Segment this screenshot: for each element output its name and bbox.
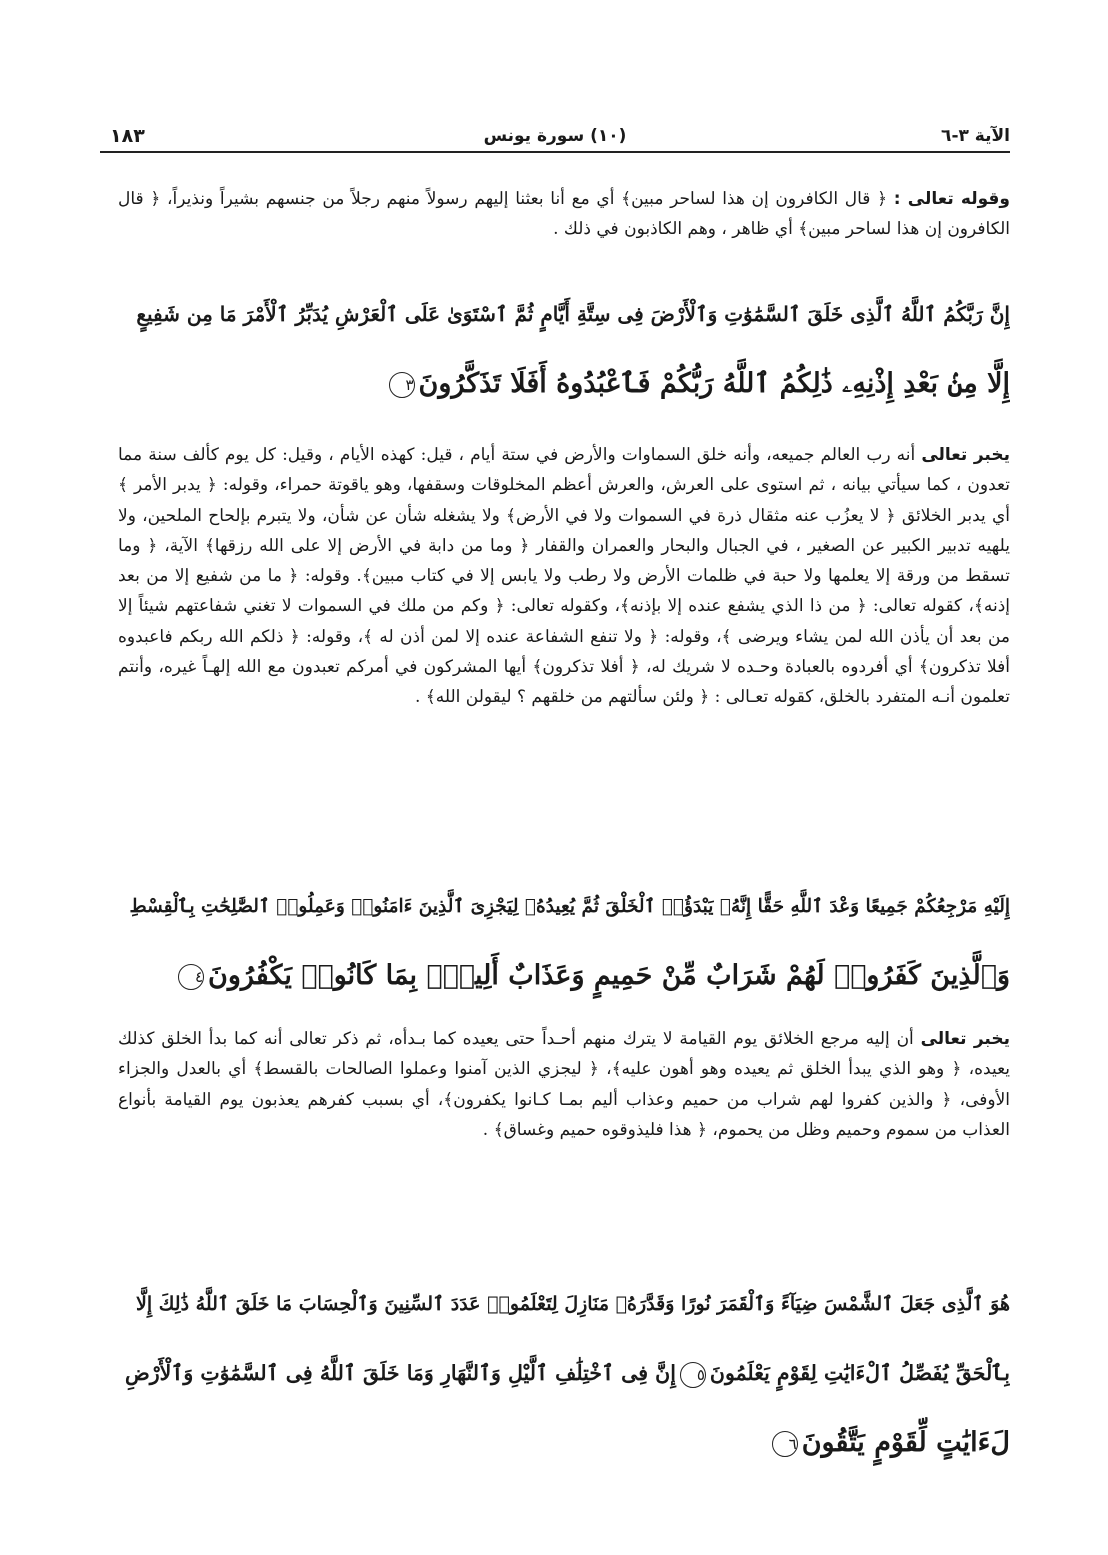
surah-title: (١٠) سورة يونس: [483, 126, 627, 146]
paragraph-lead: وقوله تعالى :: [893, 189, 1010, 209]
verse-number-5-marker: ٥: [680, 1362, 706, 1388]
verse-range-label: الآية ٣-٦: [941, 126, 1010, 146]
verse-3-block: [118, 280, 1010, 418]
verse-5-6-block: [118, 1270, 1010, 1477]
verse-4-line-1: إِلَيْهِ مَرْجِعُكُمْ جَمِيعًا وَعْدَ ٱللَّهِ حَقًّا إِنَّهُۥ يَبْدَؤُا۟ ٱلْخَلْقَ ثُمَّ يُعِيدُهُۥ لِيَجْزِىَ ٱلَّذِينَ ءَامَنُوا۟ وَعَمِلُوا۟ ٱلصَّٰلِحَٰتِ بِٱلْقِسْطِ: [129, 896, 1010, 917]
paragraph-lead: يخبر تعالى: [921, 445, 1011, 465]
paragraph-text: ﴿ قال الكافرون إن هذا لساحر مبين﴾ أي مع أنا بعثنا إليهم رسولاً منهم رجلاً من جنسهم بشيراً ونذيراً، ﴿ قال الكافرون إن هذا لساحر مبين﴾ أي ظاهر ، وهم الكاذبون في ذلك .: [118, 189, 1010, 240]
verse-number-6-marker: ٦: [772, 1431, 798, 1457]
verse-6-line-2-text: إِنَّ فِى ٱخْتِلَٰفِ ٱلَّيْلِ وَٱلنَّهَارِ وَمَا خَلَقَ ٱللَّهُ فِى ٱلسَّمَٰوَٰتِ وَٱلْأَرْضِ: [124, 1361, 676, 1385]
verse-6-line-3: [118, 1408, 1010, 1477]
verse-5-6-line-2: [118, 1339, 1010, 1408]
header-rule: [100, 151, 1010, 153]
paragraph-lead: يخبر تعالى: [920, 1029, 1010, 1049]
paragraph-text: أنه رب العالم جميعه، وأنه خلق السماوات والأرض في ستة أيام ، قيل: كهذه الأيام ، وقيل: كل يوم كألف سنة مما تعدون ، كما سيأتي بيانه ، ثم استوى على العرش، والعرش أعظم المخلوقات وسقفها، وهو ياقوتة حمراء، وقوله: ﴿ يدبر الأمر ﴾ أي يدبر الخلائق ﴿ لا يعزُب عنه مثقال ذرة في السموات ولا في الأرض﴾ ولا يشغله شأن عن شأن، ولا يتبرم بإلحاح الملحين، ولا يلهيه تدبير الكبير عن الصغير ، في الجبال والبحار والعمران والقفار ﴿ وما من دابة في الأرض إلا على الله رزقها﴾ الآية، ﴿ وما تسقط من ورقة إلا يعلمها ولا حبة في ظلمات الأرض ولا رطب ولا يابس إلا في كتاب مبين﴾. وقوله: ﴿ ما من شفيع إلا من بعد إذنه﴾، كقوله تعالى: ﴿ من ذا الذي يشفع عنده إلا بإذنه﴾، وكقوله تعالى: ﴿ وكم من ملك في السموات لا تغني شفاعتهم شيئاً إلا من بعد أن يأذن الله لمن يشاء ويرضى ﴾، وقوله: ﴿ ولا تنفع الشفاعة عنده إلا لمن أذن له ﴾، وقوله: ﴿ ذلكم الله ربكم فاعبدوه أفلا تذكرون﴾ أي أفردوه بالعبادة وحـده لا شريك له، ﴿ أفلا تذكرون﴾ أيها المشركون في أمركم تعبدون مع الله إلهـاً غيره، وأنتم تعلمون أنـه المتفرد بالخلق، كقوله تعـالى : ﴿ ولئن سألتهم من خلقهم ؟ ليقولن الله﴾ .: [118, 445, 1010, 708]
verse-4-line-2-text: وَٱلَّذِينَ كَفَرُوا۟ لَهُمْ شَرَابٌ مِّنْ حَمِيمٍ وَعَذَابٌ أَلِيمٌۢ بِمَا كَانُوا۟ يَكْفُرُونَ: [208, 960, 1010, 991]
verse-number-3-marker: ٣: [389, 372, 415, 398]
verse-5-line-2-text: بِٱلْحَقِّ يُفَصِّلُ ٱلْءَايَٰتِ لِقَوْمٍ يَعْلَمُونَ: [709, 1361, 1010, 1385]
verse-3-line-1: إِنَّ رَبَّكُمُ ٱللَّهُ ٱلَّذِى خَلَقَ ٱلسَّمَٰوَٰتِ وَٱلْأَرْضَ فِى سِتَّةِ أَيَّامٍ ثُمَّ ٱسْتَوَىٰ عَلَى ٱلْعَرْشِ يُدَبِّرُ ٱلْأَمْرَ مَا مِن شَفِيعٍ: [136, 302, 1010, 326]
verse-3-line-2: [118, 349, 1010, 418]
verse-6-line-3-text: لَءَايَٰتٍ لِّقَوْمٍ يَتَّقُونَ: [801, 1427, 1010, 1458]
commentary-paragraph-1: [118, 184, 1010, 245]
verse-number-4-marker: ٤: [178, 964, 204, 990]
verse-4-block: [118, 872, 1010, 1010]
page-number: ١٨٣: [110, 125, 145, 147]
verse-3-line-2-text: إِلَّا مِنۢ بَعْدِ إِذْنِهِۦ ذَٰلِكُمُ ٱللَّهُ رَبُّكُمْ فَٱعْبُدُوهُ أَفَلَا تَذَكَّرُونَ: [418, 368, 1010, 399]
verse-4-line-2: [118, 941, 1010, 1010]
commentary-paragraph-2: [118, 440, 1010, 713]
commentary-paragraph-3: [118, 1024, 1010, 1145]
running-head: [100, 124, 1010, 156]
verse-5-line-1: هُوَ ٱلَّذِى جَعَلَ ٱلشَّمْسَ ضِيَآءً وَٱلْقَمَرَ نُورًا وَقَدَّرَهُۥ مَنَازِلَ لِتَعْلَمُوا۟ عَدَدَ ٱلسِّنِينَ وَٱلْحِسَابَ مَا خَلَقَ ٱللَّهُ ذَٰلِكَ إِلَّا: [136, 1293, 1010, 1315]
paragraph-text: أن إليه مرجع الخلائق يوم القيامة لا يترك منهم أحـداً حتى يعيده كما بـدأه، ثم ذكر تعالى أنه كما بدأ الخلق كذلك يعيده، ﴿ وهو الذي يبدأ الخلق ثم يعيده وهو أهون عليه﴾، ﴿ ليجزي الذين آمنوا وعملوا الصالحات بالقسط﴾ أي بالعدل والجزاء الأوفى، ﴿ والذين كفروا لهم شراب من حميم وعذاب أليم بمـا كـانوا يكفرون﴾، أي بسبب كفرهم يعذبون يوم القيامة بأنواع العذاب من سموم وحميم وظل من يحموم، ﴿ هذا فليذوقوه حميم وغساق﴾ .: [118, 1029, 1011, 1140]
